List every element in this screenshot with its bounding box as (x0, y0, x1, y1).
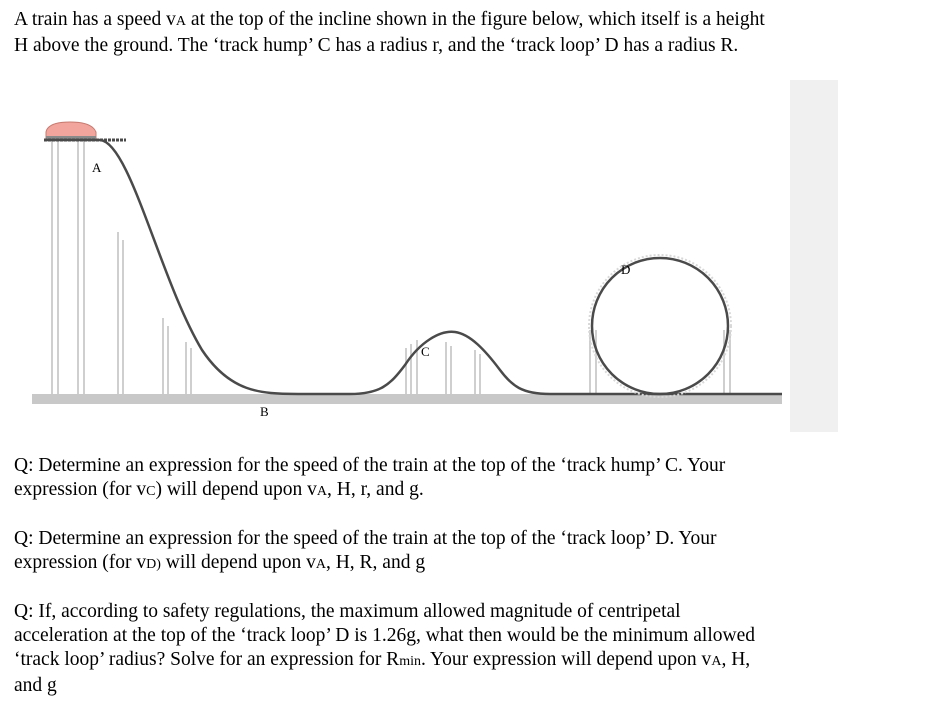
train-icon (46, 122, 96, 139)
intro-line-2: H above the ground. The ‘track hump’ C has a radius r, and the ‘track loop’ D has a radius R. (14, 35, 739, 56)
side-panel (790, 80, 838, 432)
label-d: D (621, 262, 631, 277)
question-1: Q: Determine an expression for the speed of the train at the top of the ‘track hump’ C. Your expression (for vC) will depend upon vA, H, r, and g. (14, 455, 726, 500)
intro-line-1: A train has a speed vA at the top of the incline shown in the figure below, which itself is a height (14, 9, 765, 30)
label-c: C (421, 344, 430, 359)
problem-intro (14, 8, 914, 58)
question-3: Q: If, according to safety regulations, the maximum allowed magnitude of centripetal acceleration at the top of the ‘track loop’ D is 1.26g, what then would be the minimum allowed ‘track loop’ radius? Solve for an expression for Rmin. Your expression will depend upon vA, H, and g (14, 601, 755, 696)
roller-coaster-figure (30, 80, 838, 432)
track (44, 140, 782, 394)
label-b: B (260, 404, 269, 419)
question-2: Q: Determine an expression for the speed of the train at the top of the ‘track loop’ D. Your expression (for vD) will depend upon vA, H, R, and g (14, 528, 717, 573)
label-a: A (92, 160, 102, 175)
track-loop (592, 258, 728, 394)
